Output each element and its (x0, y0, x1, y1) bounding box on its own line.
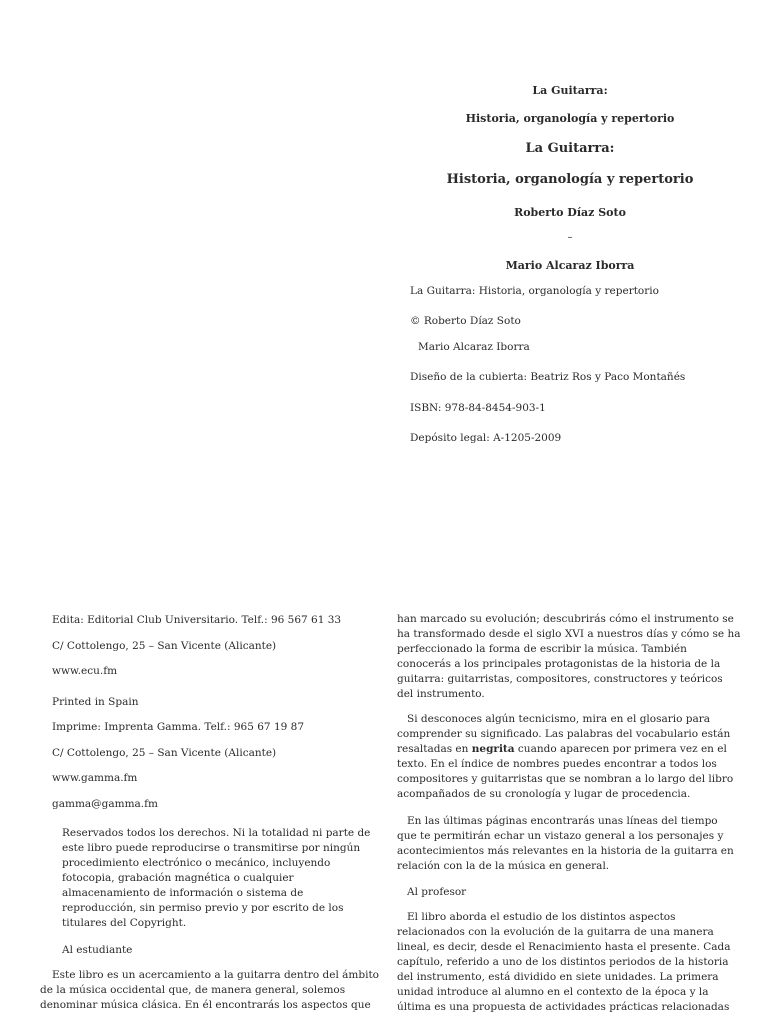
credit-line: Diseño de la cubierta: Beatriz Ros y Paco Montañés (410, 371, 686, 383)
publisher-line: www.ecu.fm (52, 665, 118, 677)
publisher-line: C/ Cottolengo, 25 – San Vicente (Alicante) (52, 747, 277, 759)
publisher-line: Edita: Editorial Club Universitario. Telf.: 96 567 61 33 (52, 614, 342, 626)
book-subtitle-large: Historia, organología y repertorio (446, 172, 694, 187)
credit-line: La Guitarra: Historia, organología y repertorio (410, 285, 659, 297)
intro-paragraph: Este libro es un acercamiento a la guitarra dentro del ámbito de la música occidental que, de manera general, solemos denominar música clásica. En él encontrarás los aspectos que (40, 969, 380, 1011)
publisher-line: C/ Cottolengo, 25 – San Vicente (Alicante) (52, 640, 277, 652)
book-subtitle-small: Historia, organología y repertorio (465, 112, 675, 125)
author-1: Roberto Díaz Soto (514, 206, 626, 219)
author-separator: – (567, 232, 573, 243)
copyright-page (0, 590, 384, 1024)
publisher-line: Printed in Spain (52, 696, 139, 708)
publisher-line: gamma@gamma.fm (52, 798, 158, 810)
publisher-line: www.gamma.fm (52, 772, 138, 784)
credit-line: ISBN: 978-84-8454-903-1 (410, 402, 546, 414)
book-title-large: La Guitarra: (525, 141, 615, 156)
paragraph-1: han marcado su evolución; descubrirás cómo el instrumento se ha transformado desde el siglo XVI a nuestros días y cómo se ha perfeccionado la forma de escribir la música. También conocerás a los principales protagonistas de la historia de la guitarra: guitarristas, compositores, constructores y teóricos del instrumento. (397, 613, 741, 700)
heading-teacher: Al profesor (407, 886, 467, 898)
credit-line: © Roberto Díaz Soto (410, 315, 521, 327)
credit-line: Depósito legal: A-1205-2009 (410, 432, 562, 444)
publisher-line: Imprime: Imprenta Gamma. Telf.: 965 67 19 87 (52, 721, 305, 733)
paragraph-4: El libro aborda el estudio de los distintos aspectos relacionados con la evolución de la guitarra de una manera lineal, es decir, desde el Renacimiento hasta el presente. Cada capítulo, referido a uno de los distintos periodos de la historia del instrumento, está dividido en siete unidades. La primera unidad introduce al alumno en el contexto de la época y la última es una propuesta de actividades prácticas relacionadas (397, 911, 731, 1013)
author-2: Mario Alcaraz Iborra (505, 259, 635, 272)
paragraph-2: Si desconoces algún tecnicismo, mira en el glosario para comprender su significado. Las palabras del vocabulario están resaltadas en negrita cuando aparecen por primera vez en el texto. En el índice de nombres puedes encontrar a todos los compositores y guitarristas que se nombran a lo largo del libro acompañados de su cronología y lugar de procedencia. (397, 713, 734, 800)
heading-student: Al estudiante (62, 944, 133, 956)
rights-paragraph: Reservados todos los derechos. Ni la totalidad ni parte de este libro puede reproducirse o transmitirse por ningún procedimiento electrónico o mecánico, incluyendo fotocopia, grabación magnética o cualquier almacenamiento de información o sistema de reproducción, sin permiso previo y por escrito de los titulares del Copyright. (62, 827, 371, 929)
book-title-small: La Guitarra: (532, 84, 608, 97)
content-page (384, 590, 768, 1024)
paragraph-3: En las últimas páginas encontrarás unas líneas del tiempo que te permitirán echar un vistazo general a los personajes y acontecimientos más relevantes en la historia de la guitarra en relación con la de la música en general. (397, 815, 734, 872)
bold-word: negrita (471, 743, 515, 755)
credit-line: Mario Alcaraz Iborra (418, 341, 530, 353)
